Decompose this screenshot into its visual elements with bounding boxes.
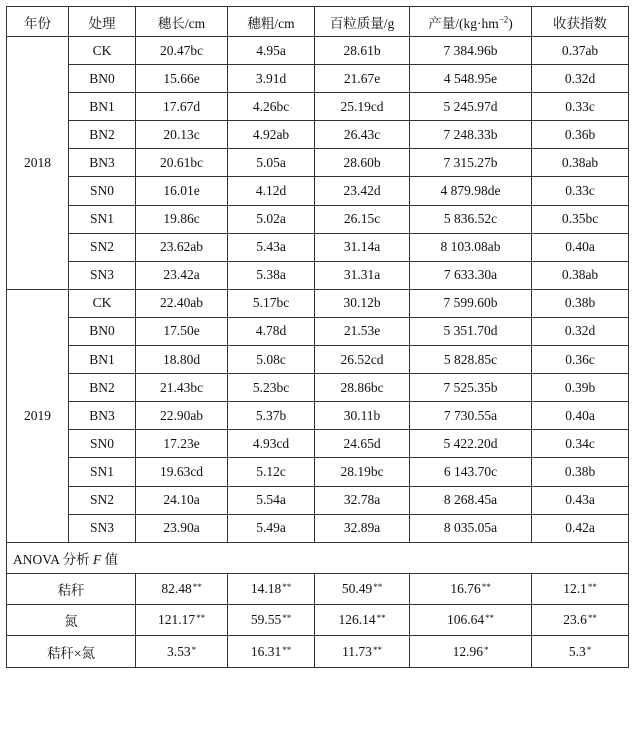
header-yield-prefix: 产量/(kg·hm bbox=[428, 15, 499, 31]
panicle-length-cell: 23.62ab bbox=[136, 233, 228, 261]
panicle-diameter-cell: 4.78d bbox=[228, 317, 315, 345]
table-row bbox=[7, 93, 629, 121]
table-row bbox=[7, 289, 629, 317]
yield-cell: 5 836.52c bbox=[410, 205, 532, 233]
header-yield-exponent: −2 bbox=[498, 14, 509, 24]
f-value: 16.31 bbox=[250, 643, 282, 659]
table-row bbox=[7, 37, 629, 65]
header-treatment: 处理 bbox=[69, 7, 136, 37]
harvest-index-cell: 0.36c bbox=[532, 346, 629, 374]
treatment-cell: BN0 bbox=[69, 65, 136, 93]
treatment-cell: SN0 bbox=[69, 177, 136, 205]
treatment-cell: CK bbox=[69, 289, 136, 317]
hundred-grain-weight-cell: 26.15c bbox=[315, 205, 410, 233]
table-row bbox=[7, 205, 629, 233]
anova-factor-cell: 秸秆×氮 bbox=[7, 636, 136, 667]
table-row bbox=[7, 177, 629, 205]
significance-marker: * bbox=[483, 644, 489, 655]
treatment-cell: BN1 bbox=[69, 346, 136, 374]
significance-marker: * bbox=[191, 644, 197, 655]
hundred-grain-weight-cell: 30.12b bbox=[315, 289, 410, 317]
f-value: 23.6 bbox=[563, 612, 587, 628]
header-year: 年份 bbox=[7, 7, 69, 37]
treatment-cell: BN0 bbox=[69, 317, 136, 345]
treatment-cell: SN1 bbox=[69, 458, 136, 486]
anova-value-cell bbox=[228, 636, 315, 667]
treatment-cell: SN2 bbox=[69, 233, 136, 261]
panicle-diameter-cell: 5.23bc bbox=[228, 374, 315, 402]
panicle-length-cell: 19.86c bbox=[136, 205, 228, 233]
header-panicle-length: 穗长/cm bbox=[136, 7, 228, 37]
yield-cell: 7 315.27b bbox=[410, 149, 532, 177]
hundred-grain-weight-cell: 28.61b bbox=[315, 37, 410, 65]
hundred-grain-weight-cell: 32.78a bbox=[315, 486, 410, 514]
harvest-index-cell: 0.38ab bbox=[532, 261, 629, 289]
hundred-grain-weight-cell: 24.65d bbox=[315, 430, 410, 458]
anova-title bbox=[7, 542, 629, 573]
f-value: 121.17 bbox=[157, 612, 196, 628]
panicle-length-cell: 20.61bc bbox=[136, 149, 228, 177]
anova-factor-cell: 秸秆 bbox=[7, 573, 136, 604]
panicle-diameter-cell: 5.38a bbox=[228, 261, 315, 289]
panicle-length-cell: 22.40ab bbox=[136, 289, 228, 317]
significance-marker: ** bbox=[376, 613, 386, 624]
harvest-index-cell: 0.37ab bbox=[532, 37, 629, 65]
anova-row bbox=[7, 605, 629, 636]
anova-title-row bbox=[7, 542, 629, 573]
harvest-index-cell: 0.32d bbox=[532, 65, 629, 93]
f-value: 11.73 bbox=[342, 643, 372, 659]
harvest-index-cell: 0.38ab bbox=[532, 149, 629, 177]
panicle-diameter-cell: 3.91d bbox=[228, 65, 315, 93]
f-value: 50.49 bbox=[341, 580, 373, 596]
anova-value-cell bbox=[410, 636, 532, 667]
table-row bbox=[7, 374, 629, 402]
hundred-grain-weight-cell: 21.53e bbox=[315, 317, 410, 345]
hundred-grain-weight-cell: 32.89a bbox=[315, 514, 410, 542]
panicle-diameter-cell: 5.17bc bbox=[228, 289, 315, 317]
yield-cell: 5 351.70d bbox=[410, 317, 532, 345]
anova-value-cell bbox=[532, 573, 629, 604]
significance-marker: ** bbox=[282, 644, 292, 655]
anova-row bbox=[7, 573, 629, 604]
treatment-cell: SN1 bbox=[69, 205, 136, 233]
year-cell: 2019 bbox=[7, 289, 69, 542]
panicle-diameter-cell: 5.37b bbox=[228, 402, 315, 430]
treatment-cell: BN1 bbox=[69, 93, 136, 121]
harvest-index-cell: 0.40a bbox=[532, 233, 629, 261]
significance-marker: ** bbox=[587, 581, 597, 592]
harvest-index-cell: 0.42a bbox=[532, 514, 629, 542]
anova-value-cell bbox=[136, 573, 228, 604]
panicle-length-cell: 24.10a bbox=[136, 486, 228, 514]
header-hundred-grain-weight: 百粒质量/g bbox=[315, 7, 410, 37]
header-yield-suffix: ) bbox=[508, 15, 513, 31]
table-row bbox=[7, 486, 629, 514]
f-value: 59.55 bbox=[250, 612, 282, 628]
anova-factor-cell: 氮 bbox=[7, 605, 136, 636]
table-row bbox=[7, 233, 629, 261]
table-row bbox=[7, 514, 629, 542]
panicle-diameter-cell: 4.12d bbox=[228, 177, 315, 205]
anova-value-cell bbox=[315, 605, 410, 636]
panicle-diameter-cell: 5.05a bbox=[228, 149, 315, 177]
panicle-length-cell: 17.50e bbox=[136, 317, 228, 345]
table-row bbox=[7, 261, 629, 289]
treatment-cell: SN3 bbox=[69, 261, 136, 289]
anova-title-prefix: ANOVA 分析 bbox=[13, 551, 94, 567]
significance-marker: ** bbox=[282, 613, 292, 624]
yield-cell: 7 633.30a bbox=[410, 261, 532, 289]
yield-cell: 5 245.97d bbox=[410, 93, 532, 121]
yield-cell: 4 548.95e bbox=[410, 65, 532, 93]
table-row bbox=[7, 317, 629, 345]
f-value: 12.96 bbox=[452, 643, 483, 659]
harvest-index-cell: 0.36b bbox=[532, 121, 629, 149]
year-cell: 2018 bbox=[7, 37, 69, 290]
significance-marker: ** bbox=[587, 613, 597, 624]
significance-marker: ** bbox=[192, 581, 202, 592]
table-body bbox=[7, 37, 629, 668]
treatment-cell: BN2 bbox=[69, 121, 136, 149]
f-value: 14.18 bbox=[250, 580, 282, 596]
panicle-diameter-cell: 4.92ab bbox=[228, 121, 315, 149]
f-value: 126.14 bbox=[338, 612, 376, 628]
panicle-diameter-cell: 4.95a bbox=[228, 37, 315, 65]
harvest-index-cell: 0.35bc bbox=[532, 205, 629, 233]
yield-cell: 8 103.08ab bbox=[410, 233, 532, 261]
treatment-cell: SN0 bbox=[69, 430, 136, 458]
f-value: 3.53 bbox=[166, 643, 191, 659]
panicle-length-cell: 21.43bc bbox=[136, 374, 228, 402]
yield-cell: 7 599.60b bbox=[410, 289, 532, 317]
harvest-index-cell: 0.38b bbox=[532, 289, 629, 317]
panicle-length-cell: 17.67d bbox=[136, 93, 228, 121]
treatment-cell: CK bbox=[69, 37, 136, 65]
panicle-diameter-cell: 5.12c bbox=[228, 458, 315, 486]
treatment-cell: BN3 bbox=[69, 402, 136, 430]
harvest-index-cell: 0.38b bbox=[532, 458, 629, 486]
anova-value-cell bbox=[228, 605, 315, 636]
treatment-cell: BN3 bbox=[69, 149, 136, 177]
table-row bbox=[7, 402, 629, 430]
hundred-grain-weight-cell: 31.14a bbox=[315, 233, 410, 261]
hundred-grain-weight-cell: 28.60b bbox=[315, 149, 410, 177]
panicle-length-cell: 22.90ab bbox=[136, 402, 228, 430]
header-harvest-index: 收获指数 bbox=[532, 7, 629, 37]
f-value: 5.3 bbox=[568, 643, 586, 659]
f-value: 82.48 bbox=[161, 580, 192, 596]
f-value: 12.1 bbox=[563, 580, 587, 596]
harvest-index-cell: 0.33c bbox=[532, 93, 629, 121]
header-panicle-diameter: 穗粗/cm bbox=[228, 7, 315, 37]
anova-value-cell bbox=[532, 605, 629, 636]
yield-cell: 7 384.96b bbox=[410, 37, 532, 65]
anova-value-cell bbox=[136, 605, 228, 636]
hundred-grain-weight-cell: 21.67e bbox=[315, 65, 410, 93]
harvest-index-cell: 0.43a bbox=[532, 486, 629, 514]
yield-components-table bbox=[6, 6, 629, 668]
treatment-cell: SN3 bbox=[69, 514, 136, 542]
panicle-length-cell: 23.42a bbox=[136, 261, 228, 289]
f-value: 106.64 bbox=[446, 612, 485, 628]
header-yield bbox=[410, 7, 532, 37]
panicle-length-cell: 19.63cd bbox=[136, 458, 228, 486]
panicle-length-cell: 23.90a bbox=[136, 514, 228, 542]
anova-value-cell bbox=[228, 573, 315, 604]
panicle-length-cell: 17.23e bbox=[136, 430, 228, 458]
yield-cell: 5 422.20d bbox=[410, 430, 532, 458]
panicle-length-cell: 16.01e bbox=[136, 177, 228, 205]
anova-title-suffix: 值 bbox=[101, 551, 119, 567]
yield-cell: 8 268.45a bbox=[410, 486, 532, 514]
yield-cell: 8 035.05a bbox=[410, 514, 532, 542]
hundred-grain-weight-cell: 23.42d bbox=[315, 177, 410, 205]
yield-cell: 5 828.85c bbox=[410, 346, 532, 374]
yield-cell: 4 879.98de bbox=[410, 177, 532, 205]
panicle-diameter-cell: 5.43a bbox=[228, 233, 315, 261]
anova-value-cell bbox=[410, 573, 532, 604]
harvest-index-cell: 0.39b bbox=[532, 374, 629, 402]
table-row bbox=[7, 430, 629, 458]
significance-marker: * bbox=[586, 644, 592, 655]
harvest-index-cell: 0.33c bbox=[532, 177, 629, 205]
significance-marker: ** bbox=[372, 644, 382, 655]
significance-marker: ** bbox=[373, 581, 383, 592]
anova-value-cell bbox=[410, 605, 532, 636]
f-value: 16.76 bbox=[450, 580, 481, 596]
hundred-grain-weight-cell: 28.19bc bbox=[315, 458, 410, 486]
hundred-grain-weight-cell: 26.52cd bbox=[315, 346, 410, 374]
yield-cell: 6 143.70c bbox=[410, 458, 532, 486]
harvest-index-cell: 0.32d bbox=[532, 317, 629, 345]
significance-marker: ** bbox=[282, 581, 292, 592]
panicle-diameter-cell: 5.54a bbox=[228, 486, 315, 514]
treatment-cell: SN2 bbox=[69, 486, 136, 514]
panicle-diameter-cell: 4.93cd bbox=[228, 430, 315, 458]
hundred-grain-weight-cell: 26.43c bbox=[315, 121, 410, 149]
panicle-length-cell: 18.80d bbox=[136, 346, 228, 374]
panicle-diameter-cell: 5.49a bbox=[228, 514, 315, 542]
treatment-cell: BN2 bbox=[69, 374, 136, 402]
significance-marker: ** bbox=[481, 581, 491, 592]
hundred-grain-weight-cell: 31.31a bbox=[315, 261, 410, 289]
hundred-grain-weight-cell: 30.11b bbox=[315, 402, 410, 430]
panicle-length-cell: 15.66e bbox=[136, 65, 228, 93]
anova-title-statistic: F bbox=[93, 551, 102, 567]
significance-marker: ** bbox=[196, 613, 206, 624]
yield-cell: 7 730.55a bbox=[410, 402, 532, 430]
anova-value-cell bbox=[136, 636, 228, 667]
panicle-length-cell: 20.13c bbox=[136, 121, 228, 149]
table-row bbox=[7, 346, 629, 374]
harvest-index-cell: 0.34c bbox=[532, 430, 629, 458]
yield-cell: 7 525.35b bbox=[410, 374, 532, 402]
table-row bbox=[7, 149, 629, 177]
hundred-grain-weight-cell: 28.86bc bbox=[315, 374, 410, 402]
anova-value-cell bbox=[315, 636, 410, 667]
anova-value-cell bbox=[532, 636, 629, 667]
table-row bbox=[7, 65, 629, 93]
harvest-index-cell: 0.40a bbox=[532, 402, 629, 430]
anova-row bbox=[7, 636, 629, 667]
panicle-diameter-cell: 5.02a bbox=[228, 205, 315, 233]
hundred-grain-weight-cell: 25.19cd bbox=[315, 93, 410, 121]
anova-value-cell bbox=[315, 573, 410, 604]
panicle-diameter-cell: 5.08c bbox=[228, 346, 315, 374]
header-row bbox=[7, 7, 629, 37]
panicle-diameter-cell: 4.26bc bbox=[228, 93, 315, 121]
table-row bbox=[7, 458, 629, 486]
table-row bbox=[7, 121, 629, 149]
significance-marker: ** bbox=[485, 613, 495, 624]
panicle-length-cell: 20.47bc bbox=[136, 37, 228, 65]
yield-cell: 7 248.33b bbox=[410, 121, 532, 149]
